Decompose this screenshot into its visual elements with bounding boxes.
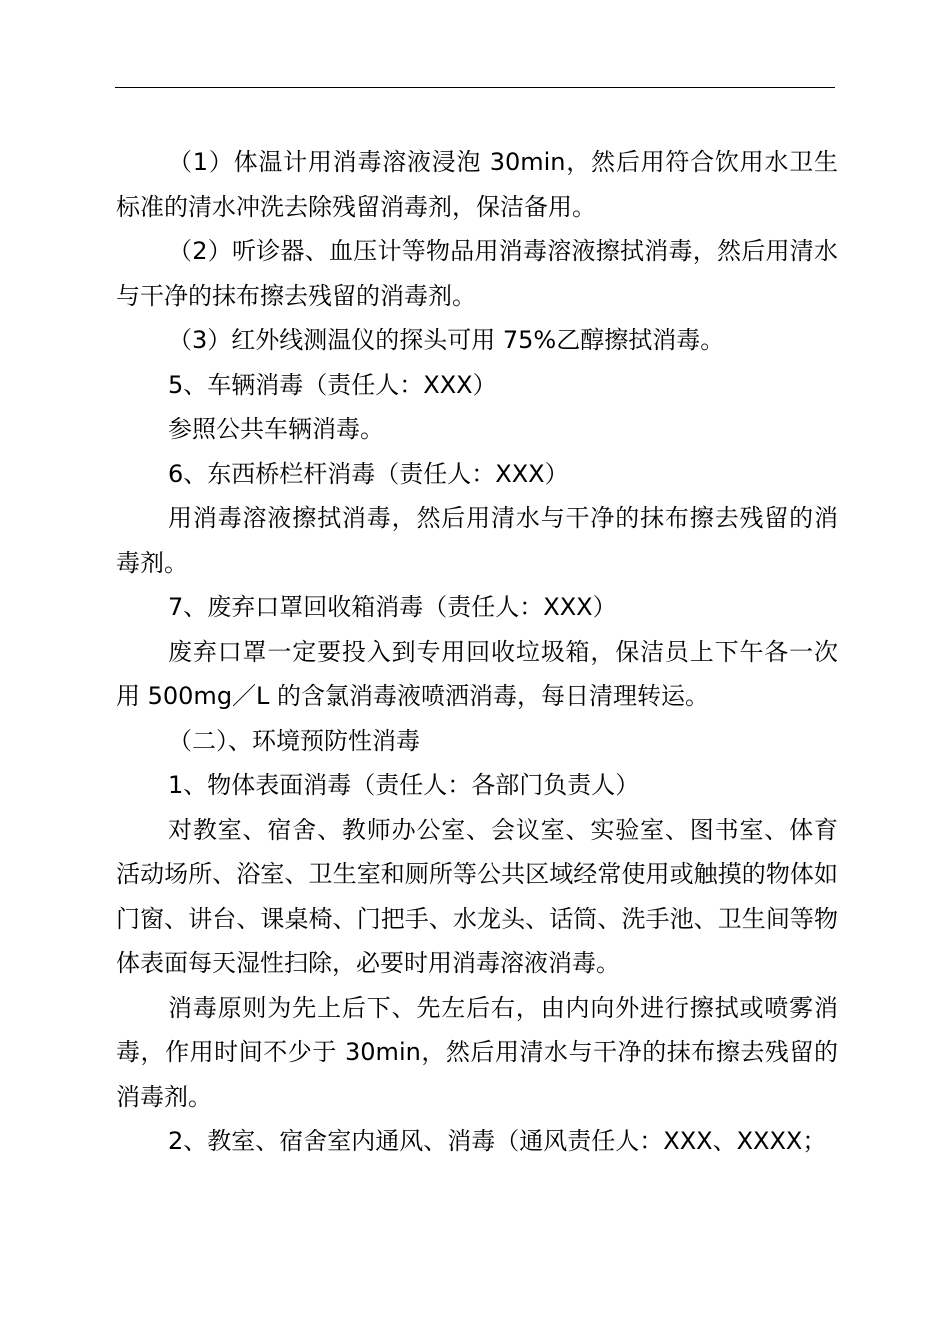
section-heading: 1、物体表面消毒（责任人：各部门负责人） [168, 771, 640, 799]
paragraph: （2）听诊器、血压计等物品用消毒溶液擦拭消毒，然后用清水与干净的抹布擦去残留的消毒剂。 [116, 237, 838, 310]
paragraph: （1）体温计用消毒溶液浸泡 30min，然后用符合饮用水卫生标准的清水冲洗去除残留消毒剂，保洁备用。 [116, 148, 838, 221]
section-heading: 5、车辆消毒（责任人：XXX） [168, 370, 497, 399]
paragraph: 对教室、宿舍、教师办公室、会议室、实验室、图书室、体育活动场所、浴室、卫生室和厕所等公共区域经常使用或触摸的物体如门窗、讲台、课桌椅、门把手、水龙头、话筒、洗手池、卫生间等物体表面每天湿性扫除，必要时用消毒溶液消毒。 [116, 815, 838, 977]
header-rule [115, 87, 835, 88]
section-heading: 2、教室、宿舍室内通风、消毒（通风责任人：XXX、XXXX； [168, 1127, 827, 1155]
paragraph: 消毒原则为先上后下、先左后右，由内向外进行擦拭或喷雾消毒，作用时间不少于 30min，然后用清水与干净的抹布擦去残留的消毒剂。 [116, 993, 838, 1111]
paragraph: 用消毒溶液擦拭消毒，然后用清水与干净的抹布擦去残留的消毒剂。 [116, 504, 838, 577]
paragraph: 废弃口罩一定要投入到专用回收垃圾箱，保洁员上下午各一次用 500mg／L 的含氯消毒液喷洒消毒，每日清理转运。 [116, 637, 838, 710]
paragraph: （3）红外线测温仪的探头可用 75%乙醇擦拭消毒。 [168, 326, 725, 354]
section-heading: （二）、环境预防性消毒 [168, 726, 420, 755]
section-heading: 7、废弃口罩回收箱消毒（责任人：XXX） [168, 593, 617, 621]
document-body [116, 140, 838, 1164]
paragraph: 参照公共车辆消毒。 [168, 415, 384, 443]
section-heading: 6、东西桥栏杆消毒（责任人：XXX） [168, 459, 569, 488]
